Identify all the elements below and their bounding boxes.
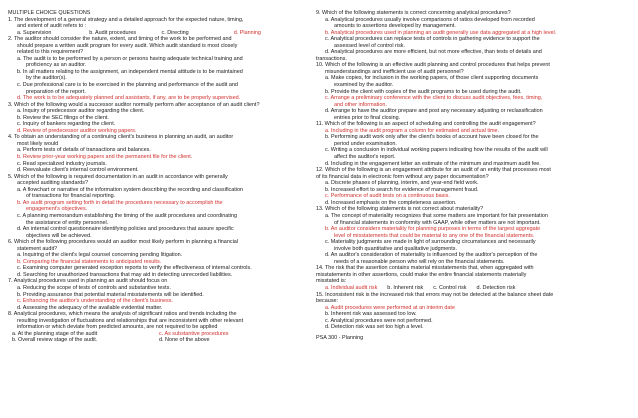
option-a: a. Discrete phases of planning, interim, and year-end field work.: [325, 180, 479, 187]
option-line: transactions.: [316, 55, 347, 62]
question-8: [8, 311, 306, 344]
option-a: a. At the planning stage of the audit: [12, 330, 98, 337]
option-line: period under examination.: [334, 140, 397, 147]
option-line: and other information.: [334, 101, 387, 108]
option-a: a. Inquiry of predecessor auditor regarding the client.: [17, 108, 145, 115]
option-d: [8, 226, 306, 239]
option-line: affect the auditor's report.: [334, 154, 396, 161]
option-b: b. Overall review stage of the audit.: [12, 337, 98, 344]
option-line: of transactions for financial reporting.: [26, 193, 116, 200]
page-footer: PSA 300 - Planning: [316, 334, 364, 341]
option-d-highlighted: d. The work is to be adequately planned and assistants, if any, are to be properly supervised.: [17, 95, 241, 102]
question-3: [8, 102, 306, 135]
option-line: proficiency as an auditor.: [26, 62, 87, 69]
question-13: [316, 206, 632, 265]
question-10: [316, 62, 632, 121]
option-c: c. Inquiry of bankers regarding the client.: [17, 121, 116, 128]
option-line: d. Arrange to have the auditor prepare and post any necessary adjusting or reclassification: [325, 108, 543, 115]
option-b: [316, 134, 632, 147]
option-d: d. None of the above: [159, 337, 210, 344]
option-line: by the auditor(s).: [26, 75, 67, 82]
option-d-highlighted: d. Planning: [233, 29, 261, 36]
question-14: [316, 265, 632, 291]
option-line: the assistance of entity personnel.: [26, 219, 109, 226]
option-c: [316, 36, 632, 49]
option-d: d. Searching for unauthorized transactions that may aid in detecting unrecorded liabilities.: [17, 271, 233, 278]
option-a: [316, 75, 632, 88]
option-a: a. Reducing the scope of tests of controls and substantive tests.: [17, 284, 171, 291]
question-4-stem-line: 4. To obtain an understanding of a continuing client's business in planning an audit, an auditor: [8, 134, 234, 141]
option-a: [8, 56, 306, 69]
option-line: b. An auditor considers materiality for planning purposes in terms of the largest aggregate: [325, 226, 541, 233]
option-c-highlighted: c. Performance of audit tests on a continuous basis.: [325, 193, 450, 200]
question-7: [8, 278, 306, 311]
section-header: MULTIPLE CHOICE QUESTIONS: [8, 10, 91, 16]
option-c-highlighted: c. Enhancing the auditor's understanding of the client's business.: [17, 298, 173, 305]
option-a: a. Perform tests of details of transactions and balances.: [17, 147, 151, 154]
question-2-stem-line: 2. The auditor should consider the nature, extent, and timing of the work to be performed and: [8, 36, 232, 43]
question-13-stem-line: 13. Which of the following statements is not correct about materiality?: [316, 206, 484, 213]
question-8-stem-line: information or which deviate from predicted amounts, are not required to be applied: [17, 324, 218, 331]
question-2-stem-line: should prepare a written audit program for every audit. Which audit standard is most closely: [17, 42, 238, 49]
option-line: preparation of the report.: [26, 88, 86, 95]
option-b-highlighted: [316, 226, 632, 239]
right-column: [316, 10, 632, 341]
option-c: c. Directing: [161, 29, 189, 36]
option-line: engagement's objectives.: [26, 206, 88, 213]
question-9-stem-line: 9. Which of the following statements is correct concerning analytical procedures?: [316, 10, 511, 16]
question-6-stem-line: statement audit?: [17, 245, 58, 252]
option-b-highlighted: [8, 200, 306, 213]
option-d: [316, 108, 632, 121]
option-c: c. Control risk: [433, 284, 467, 291]
question-15-stem-line: because:: [316, 298, 339, 305]
option-line: c. A planning memorandum establishing the timing of the audit procedures and coordinating: [17, 212, 238, 219]
option-c: [316, 147, 632, 160]
option-b: b. Increased effort to search for evidence of management fraud.: [325, 186, 479, 193]
question-9: [316, 10, 632, 62]
option-b: b. Audit procedures: [89, 29, 137, 36]
option-line: needs of a reasonable person who will rely on the financial statements.: [334, 258, 505, 265]
option-c: c. Analytical procedures were not performed.: [325, 317, 433, 324]
option-line: c. Arrange a preliminary conference with the client to discuss audit objectives, fees, timing,: [325, 95, 543, 102]
option-d: d. Increased emphasis on the completeness assertion.: [325, 199, 457, 206]
question-8-stem-line: 8. Analytical procedures, which means the analysis of significant ratios and trends including the: [8, 311, 237, 318]
option-a-highlighted: a. Including in the audit program a column for estimated and actual time.: [325, 127, 500, 134]
question-10-stem-line: misunderstandings and inefficient use of audit personnel?: [325, 68, 464, 75]
option-a: [8, 187, 306, 200]
option-c: [8, 82, 306, 95]
option-b-highlighted: b. Analytical procedures used in planning an audit generally use data aggregated at a high level.: [325, 29, 557, 36]
question-11: [316, 121, 632, 167]
option-line: involve both quantitative and qualitative judgments.: [334, 245, 458, 252]
option-d: d. Detection risk: [476, 284, 516, 291]
question-2-stem-line: related to this requirement?: [17, 49, 84, 56]
option-d: d. Including in the engagement letter an estimate of the minimum and maximum audit fee.: [325, 160, 541, 167]
option-line: c. Analytical procedures can replace tests of controls in gathering evidence to support the: [325, 36, 540, 43]
option-d-highlighted: d. Review of predecessor auditor working papers.: [17, 127, 137, 134]
option-line: c. Materiality judgments are made in light of surrounding circumstances and necessarily: [325, 239, 536, 246]
option-b: b. Provide the client with copies of the audit programs to be used during the audit.: [325, 88, 522, 95]
option-line: a. Make copies, for inclusion in the working papers, of those client supporting documents: [325, 75, 539, 82]
option-b-highlighted: b. Comparing the financial statements to anticipated results.: [17, 258, 162, 265]
option-d: [316, 49, 632, 62]
option-b: b. Inherent risk was assessed too low.: [325, 311, 417, 318]
question-4: [8, 134, 306, 173]
option-line: a. The concept of materiality recognizes that some matters are important for fair presentation: [325, 212, 548, 219]
question-2: [8, 36, 306, 101]
option-line: objectives will be achieved.: [26, 232, 92, 239]
question-8-stem-line: resulting investigation of fluctuations and relationships that are inconsistent with other relevant: [17, 317, 244, 324]
option-a: [316, 213, 632, 226]
question-12: [316, 167, 632, 206]
option-line: a. Analytical procedures usually involve comparisons of ratios developed from recorded: [325, 16, 535, 23]
option-c-highlighted: c. As substantive procedures: [159, 330, 229, 337]
option-line: of financial statements in conformity with GAAP, while other matters are not important.: [334, 219, 541, 226]
option-a: a. Supervision: [17, 29, 52, 36]
option-a-highlighted: a. Audit procedures were performed at an interim date: [325, 304, 455, 311]
question-1-stem-line: 1. The development of a general strategy and a detailed approach for the expected nature, timing,: [8, 16, 244, 23]
question-5-stem-line: accepted auditing standards?: [17, 180, 89, 187]
option-c: [8, 213, 306, 226]
option-line: b. Performing audit work only after the client's books of account have been closed for the: [325, 134, 539, 141]
option-line: level of misstatements that could be material to any one of the financial statements.: [334, 232, 535, 239]
option-line: a. The audit is to be performed by a person or persons having adequate technical training and: [17, 55, 243, 62]
question-1-stem-line: and extent of audit refers to :: [17, 23, 87, 30]
option-d: d. Reevaluate client's internal control environment.: [17, 167, 139, 174]
question-14-stem-line: 14. The risk that the assertion contains material misstatements that, when aggregated with: [316, 265, 534, 272]
option-c: c. Examining computer generated exception reports to verify the effectiveness of internal controls.: [17, 265, 252, 272]
option-line: b. An audit program setting forth in detail the procedures necessary to accomplish the: [17, 199, 223, 206]
question-7-stem-line: 7. Analytical procedures used in planning an audit should focus on: [8, 278, 168, 285]
option-line: d. An internal control questionnaire identifying policies and procedures that assure specific: [17, 226, 234, 233]
option-line: entries prior to final closing.: [334, 114, 401, 121]
question-6: [8, 239, 306, 278]
question-5: [8, 174, 306, 239]
question-1: [8, 17, 306, 37]
option-c-highlighted: [316, 95, 632, 108]
option-b-highlighted: b. Review prior-year working papers and the permanent file for the client.: [17, 154, 193, 161]
option-b: b. Review the SEC filings of the client.: [17, 114, 109, 121]
question-8-options: [8, 331, 306, 344]
option-line: examined by the auditor.: [334, 82, 394, 89]
option-c: c. Read specialized industry journals.: [17, 160, 107, 167]
option-b: b. Providing assurance that potential material misstatements will be identified.: [17, 291, 204, 298]
option-c: [316, 239, 632, 252]
option-a-highlighted: a. Individual audit risk: [325, 284, 378, 291]
question-11-stem-line: 11. Which of the following is an aspect of scheduling and controlling the audit engagement?: [316, 121, 536, 128]
question-4-stem-line: most likely would: [17, 140, 59, 147]
question-14-stem-line: misstated is:: [316, 278, 347, 285]
option-line: c. Writing a conclusion in individual working papers indicating how the results of the audit will: [325, 147, 548, 154]
option-line: b. In all matters relating to the assignment, an independent mental attitude is to be maintained: [17, 68, 243, 75]
option-b: [8, 69, 306, 82]
option-d: d. Detection risk was set too high a level.: [325, 324, 424, 331]
option-line: d. An auditor's consideration of materiality is influenced by the auditor's perception of the: [325, 252, 538, 259]
option-line: c. Due professional care is to be exercised in the planning and performance of the audit and: [17, 82, 238, 89]
option-line: assessed level of control risk.: [334, 42, 406, 49]
option-line: d. Analytical procedures are more efficient, but not more effective, than tests of details and: [325, 49, 542, 56]
left-column: [8, 10, 306, 344]
option-a: a. Inquiring of the client's legal counsel concerning pending litigation.: [17, 252, 183, 259]
option-b: b. Inherent risk: [387, 284, 424, 291]
option-d: d. Assessing the adequacy of the available evidential matter.: [17, 304, 163, 311]
option-a: [316, 17, 632, 30]
question-14-stem-line: misstatements in other assertions, could make the entire financial statements materially: [316, 271, 527, 278]
question-12-stem-line: of its financial data in electronic form without any paper documentation?: [316, 173, 489, 180]
option-d: [316, 252, 632, 265]
question-5-stem-line: 5. Which of the following is required documentation in an audit in accordance with generally: [8, 173, 228, 180]
question-12-stem-line: 12. Which of the following is an engagement attribute for an audit of an entity that processes most: [316, 167, 551, 174]
question-15: [316, 292, 632, 331]
question-6-stem-line: 6. Which of the following procedures would an auditor most likely perform in planning a financial: [8, 239, 239, 246]
question-3-stem-line: 3. Which of the following would a successor auditor normally perform after acceptance of an audit client?: [8, 101, 260, 108]
question-10-stem-line: 10. Which of the following is an effective audit planning and control procedures that helps prevent: [316, 62, 550, 69]
option-line: a. A flowchart or narrative of the information system describing the recording and classification: [17, 186, 244, 193]
option-line: amounts to assertions developed by management.: [334, 23, 456, 30]
question-15-stem-line: 15. Inconsistent risk is the increased risk that errors may not be detected at the balance sheet date: [316, 291, 554, 298]
